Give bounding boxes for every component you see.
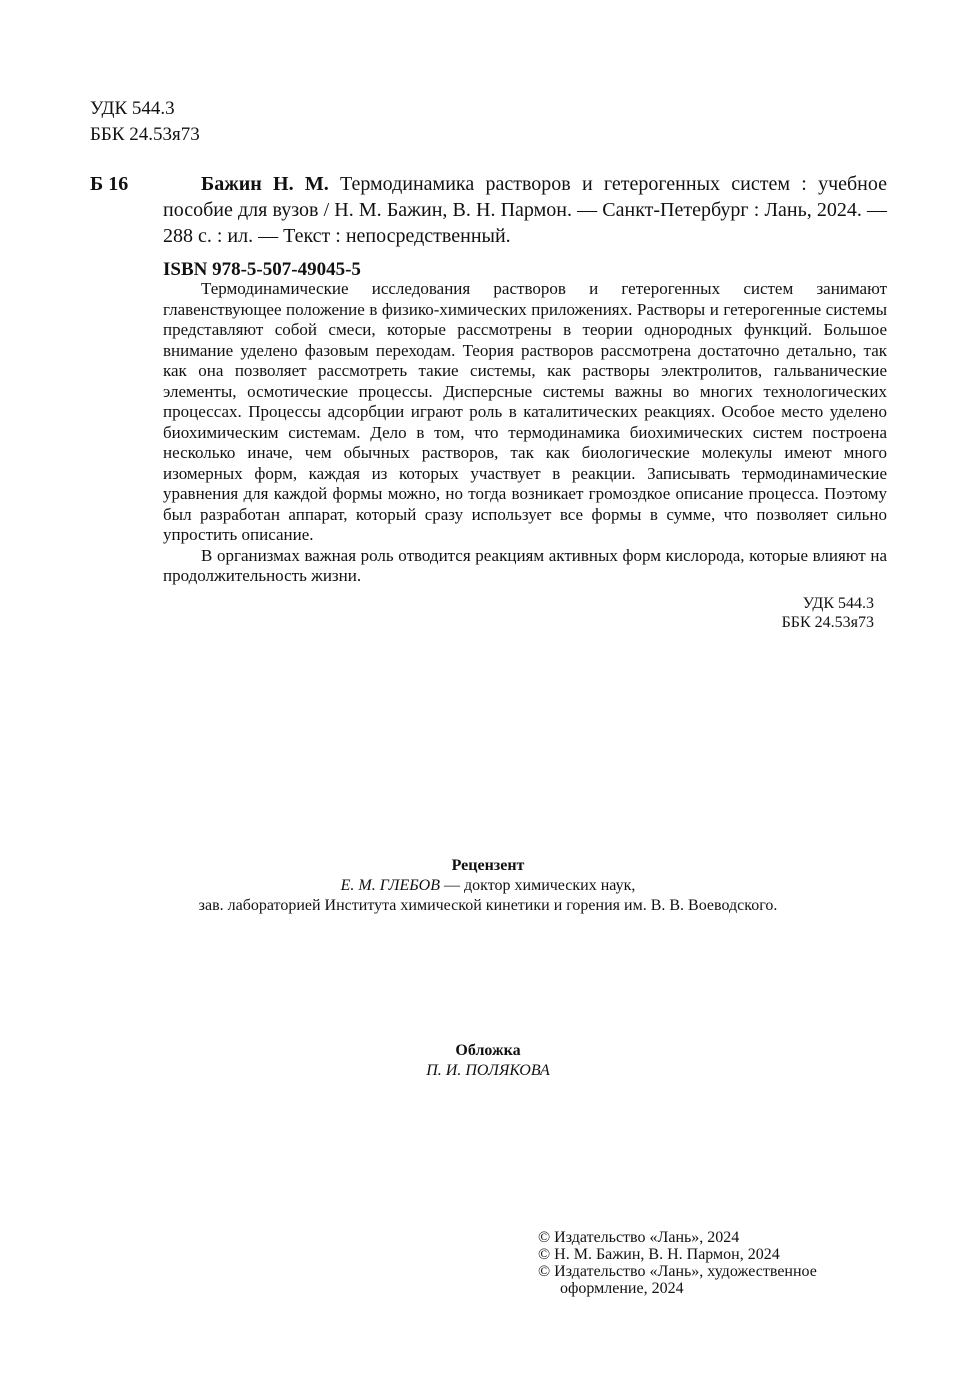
copyright-line: © Издательство «Лань», 2024: [538, 1229, 740, 1246]
top-classification-codes: [90, 96, 200, 148]
cover-designer: П. И. ПОЛЯКОВА: [426, 1062, 550, 1079]
bbk-code: ББК 24.53я73: [781, 614, 874, 631]
reviewer-block: [0, 856, 976, 916]
bibliographic-record: [163, 171, 887, 249]
annotation: [163, 279, 887, 587]
udk-code: УДК 544.3: [802, 595, 874, 612]
cover-heading: Обложка: [455, 1042, 521, 1059]
udk-code: УДК 544.3: [90, 98, 175, 119]
reviewer-position: зав. лабораторией Института химической кинетики и горения им. В. В. Воеводского.: [198, 897, 778, 914]
copyright-line: © Н. М. Бажин, В. Н. Пармон, 2024: [538, 1246, 780, 1263]
copyright-line: © Издательство «Лань», художественное: [538, 1263, 817, 1280]
bibliographic-description: Термодинамика растворов и гетерогенных систем : учебное пособие для вузов / Н. М. Бажин, В. Н. Пармон. — Санкт-Петербург : Лань, 2024. — 288 с. : ил. — Текст : непосредственный.: [163, 173, 887, 247]
cover-credit: [0, 1041, 976, 1081]
copyright-line-continuation: оформление, 2024: [560, 1280, 684, 1297]
author-name: Бажин Н. М.: [201, 173, 329, 195]
copyright-block: [538, 1229, 858, 1297]
isbn: ISBN 978-5-507-49045-5: [163, 259, 361, 280]
bottom-classification-codes: [700, 594, 874, 632]
reviewer-name: Е. М. ГЛЕБОВ: [340, 877, 441, 894]
annotation-paragraph: Термодинамические исследования растворов и гетерогенных систем занимают главенствующее положение в физико-химических приложениях. Растворы и гетерогенные системы представляют собой смеси, которые рассмотрены в теории однородных функций. Большое внимание уделено фазовым переходам. Теория растворов рассмотрена достаточно детально, так как она позволяет рассмотреть такие системы, как растворы электролитов, гальванические элементы, осмотические процессы. Дисперсные системы важны во многих технологических процессах. Процессы адсорбции играют роль в каталитических реакциях. Особое место уделено биохимическим системам. Дело в том, что термодинамика биохимических систем построена несколько иначе, чем обычных растворов, так как биологические молекулы имеют много изомерных форм, каждая из которых участвует в реакции. Записывать термодинамические уравнения для каждой формы можно, но тогда возникает громоздкое описание процесса. Поэтому был разработан аппарат, который сразу использует все формы в сумме, что позволяет сильно упростить описание.: [163, 279, 887, 544]
bbk-code: ББК 24.53я73: [90, 124, 200, 145]
annotation-paragraph: В организмах важная роль отводится реакциям активных форм кислорода, которые влияют на продолжительность жизни.: [163, 545, 887, 585]
reviewer-line: [0, 876, 976, 896]
reviewer-degree: — доктор химических наук,: [440, 877, 636, 894]
reviewer-heading: Рецензент: [451, 857, 525, 874]
catalog-mark: Б 16: [90, 173, 129, 195]
